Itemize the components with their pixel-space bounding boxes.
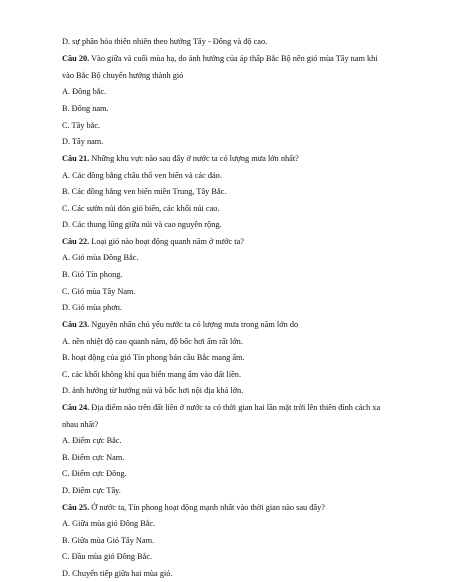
option-line: A. Điểm cực Bắc. bbox=[62, 436, 122, 445]
option-line: C. Điểm cực Đông. bbox=[62, 469, 127, 478]
option-line: D. Chuyển tiếp giữa hai mùa gió. bbox=[62, 569, 173, 578]
question-text-continued: vào Bắc Bộ chuyển hướng thành gió bbox=[62, 71, 184, 80]
option-line: D. Tây nam. bbox=[62, 137, 104, 146]
question-23 bbox=[62, 319, 298, 330]
question-text-continued: nhau nhất? bbox=[62, 420, 99, 429]
option-line: A. nền nhiệt độ cao quanh năm, độ bốc hơi ẩm rất lớn. bbox=[62, 337, 243, 346]
question-text: Ở nước ta, Tín phong hoạt động mạnh nhất vào thời gian nào sau đây? bbox=[91, 503, 325, 512]
option-line: D. Các thung lũng giữa núi và cao nguyên rộng. bbox=[62, 220, 222, 229]
option-line: B. Các đồng bằng ven biển miền Trung, Tây Bắc. bbox=[62, 187, 227, 196]
question-text: Vào giữa và cuối mùa hạ, do ảnh hưởng của áp thấp Bắc Bộ nên gió mùa Tây nam khi bbox=[91, 54, 378, 63]
question-text: Nguyên nhân chủ yếu nước ta có lượng mưa trong năm lớn do bbox=[91, 320, 299, 329]
option-line: D. Gió mùa phơn. bbox=[62, 303, 122, 312]
option-line: B. Đông nam. bbox=[62, 104, 109, 113]
option-line: B. Gió Tín phong. bbox=[62, 270, 123, 279]
option-line: C. các khối không khí qua biển mang ẩm vào đất liền. bbox=[62, 370, 242, 379]
option-line: B. Điểm cực Nam. bbox=[62, 453, 125, 462]
option-line: C. Đầu mùa gió Đông Bắc. bbox=[62, 552, 153, 561]
option-line: C. Tây bắc. bbox=[62, 121, 101, 130]
question-text: Loại gió nào hoạt động quanh năm ở nước ta? bbox=[91, 237, 244, 246]
option-line: D. sự phân hóa thiên nhiên theo hướng Tây - Đông và độ cao. bbox=[62, 37, 268, 46]
question-number: Câu 23. bbox=[62, 320, 90, 329]
question-number: Câu 20. bbox=[62, 54, 90, 63]
option-line: D. ảnh hưởng từ hướng núi và bốc hơi nội địa khá lớn. bbox=[62, 386, 244, 395]
option-line: B. hoạt động của gió Tín phong bán cầu Bắc mang ẩm. bbox=[62, 353, 245, 362]
question-number: Câu 21. bbox=[62, 154, 90, 163]
option-line: A. Đông bắc. bbox=[62, 87, 107, 96]
question-22 bbox=[62, 236, 244, 247]
question-text: Địa điểm nào trên đất liền ở nước ta có thời gian hai lần mặt trời lên thiên đỉnh cách xa bbox=[91, 403, 381, 412]
question-21 bbox=[62, 153, 299, 164]
question-number: Câu 24. bbox=[62, 403, 90, 412]
question-text: Những khu vực nào sau đây ở nước ta có lượng mưa lớn nhất? bbox=[91, 154, 299, 163]
question-number: Câu 25. bbox=[62, 503, 90, 512]
option-line: C. Gió mùa Tây Nam. bbox=[62, 287, 136, 296]
option-line: A. Giữa mùa gió Đông Bắc. bbox=[62, 519, 156, 528]
option-line: C. Các sườn núi đón gió biển, các khối núi cao. bbox=[62, 204, 220, 213]
question-number: Câu 22. bbox=[62, 237, 90, 246]
option-line: A. Các đồng bằng châu thổ ven biển và các đảo. bbox=[62, 171, 222, 180]
option-line: B. Giữa mùa Gió Tây Nam. bbox=[62, 536, 155, 545]
question-20 bbox=[62, 53, 378, 64]
question-25 bbox=[62, 502, 325, 513]
question-24 bbox=[62, 402, 380, 413]
option-line: D. Điểm cực Tây. bbox=[62, 486, 121, 495]
option-line: A. Gió mùa Đông Bắc. bbox=[62, 253, 139, 262]
